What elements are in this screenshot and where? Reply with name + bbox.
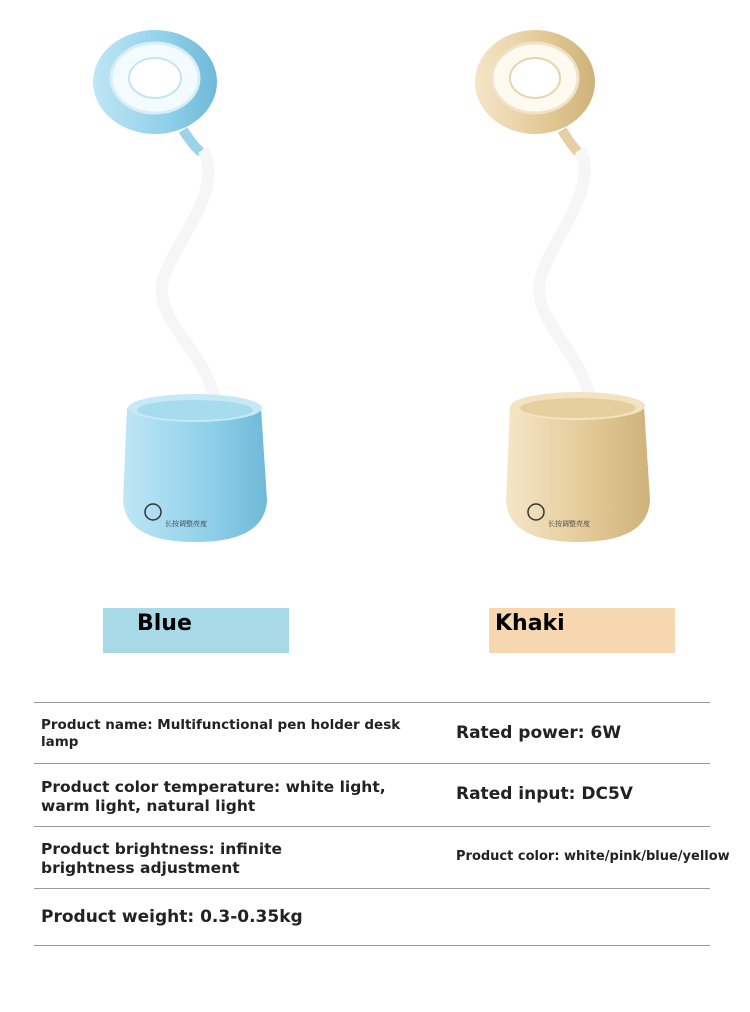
rated-input: Rated input: DC5V (456, 784, 633, 804)
product-name: Product name: Multifunctional pen holder desk lamp (41, 717, 401, 750)
svg-text:长按调整亮度: 长按调整亮度 (548, 520, 590, 528)
rated-power: Rated power: 6W (456, 723, 622, 743)
blue-label: Blue (137, 611, 192, 636)
blue-lamp-image (55, 20, 355, 580)
khaki-color-swatch (489, 608, 675, 653)
khaki-label: Khaki (495, 611, 565, 636)
product-weight: Product weight: 0.3-0.35kg (41, 907, 303, 927)
spec-table (34, 702, 730, 946)
spec-row (34, 888, 710, 946)
brightness: Product brightness: infinite brightness adjustment (41, 840, 283, 877)
spec-row (34, 763, 710, 826)
color-temperature: Product color temperature: white light, warm light, natural light (41, 778, 386, 815)
spec-row (34, 826, 730, 888)
product-color: Product color: white/pink/blue/yellow (456, 849, 730, 864)
svg-text:长按调整亮度: 长按调整亮度 (165, 520, 207, 528)
khaki-lamp-image (440, 20, 740, 580)
spec-row (34, 702, 710, 763)
blue-color-swatch (103, 608, 289, 653)
